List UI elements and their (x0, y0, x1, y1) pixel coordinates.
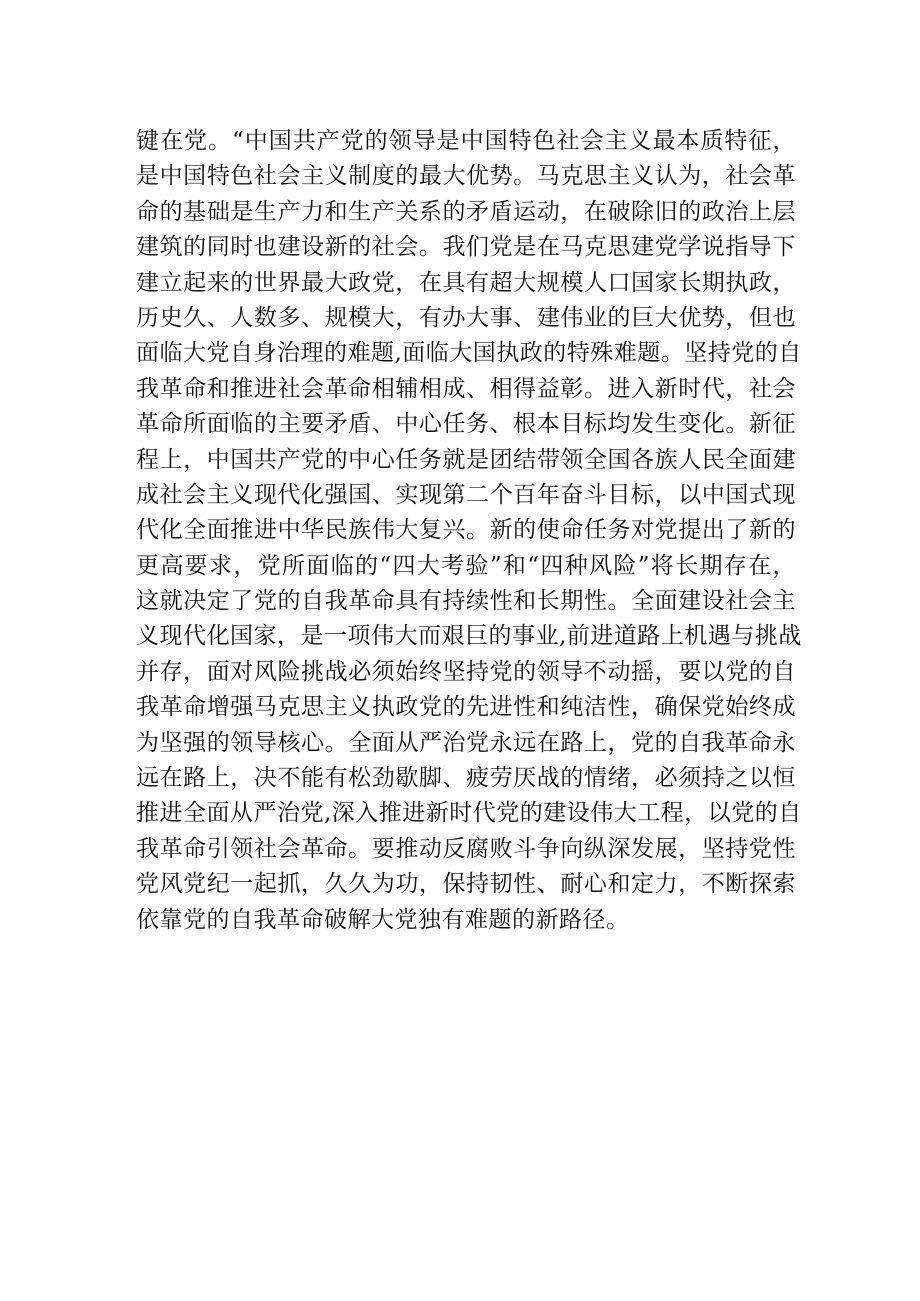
text-line: 历史久、人数多、规模大，有办大事、建伟业的巨大优势，但也 (136, 304, 796, 331)
text-line: 义现代化国家，是一项伟大而艰巨的事业,前进道路上机遇与挑战 (136, 623, 802, 650)
text-line: 成社会主义现代化强国、实现第二个百年奋斗目标，以中国式现 (136, 481, 796, 508)
text-line: 建筑的同时也建设新的社会。我们党是在马克思建党学说指导下 (136, 234, 796, 261)
text-line: 革命所面临的主要矛盾、中心任务、根本目标均发生变化。新征 (136, 411, 796, 438)
text-line: 并存，面对风险挑战必须始终坚持党的领导不动摇，要以党的自 (136, 658, 796, 685)
text-line: 这就决定了党的自我革命具有持续性和长期性。全面建设社会主 (136, 588, 796, 615)
text-line: 我革命和推进社会革命相辅相成、相得益彰。进入新时代，社会 (136, 375, 796, 402)
text-line: 我革命引领社会革命。要推动反腐败斗争向纵深发展，坚持党性 (136, 835, 796, 862)
text-line: 代化全面推进中华民族伟大复兴。新的使命任务对党提出了新的 (136, 517, 796, 544)
text-line: 依靠党的自我革命破解大党独有难题的新路径。 (136, 906, 630, 933)
text-line: 推进全面从严治党,深入推进新时代党的建设伟大工程，以党的自 (136, 800, 802, 827)
text-line: 我革命增强马克思主义执政党的先进性和纯洁性，确保党始终成 (136, 694, 796, 721)
text-line: 党风党纪一起抓，久久为功，保持韧性、耐心和定力，不断探索 (136, 871, 796, 898)
text-line: 命的基础是生产力和生产关系的矛盾运动，在破除旧的政治上层 (136, 198, 796, 225)
text-line: 建立起来的世界最大政党，在具有超大规模人口国家长期执政， (136, 269, 796, 296)
text-line: 更高要求，党所面临的“四大考验”和“四种风险”将长期存在， (136, 552, 796, 579)
text-line: 远在路上，决不能有松劲歇脚、疲劳厌战的情绪，必须持之以恒 (136, 765, 796, 792)
text-line: 键在党。“中国共产党的领导是中国特色社会主义最本质特征， (136, 128, 796, 154)
text-line: 为坚强的领导核心。全面从严治党永远在路上，党的自我革命永 (136, 729, 796, 756)
body-paragraph (136, 124, 802, 938)
text-line: 是中国特色社会主义制度的最大优势。马克思主义认为，社会革 (136, 163, 796, 190)
text-line: 程上，中国共产党的中心任务就是团结带领全国各族人民全面建 (136, 446, 796, 473)
text-line: 面临大党自身治理的难题,面临大国执政的特殊难题。坚持党的自 (136, 340, 802, 367)
